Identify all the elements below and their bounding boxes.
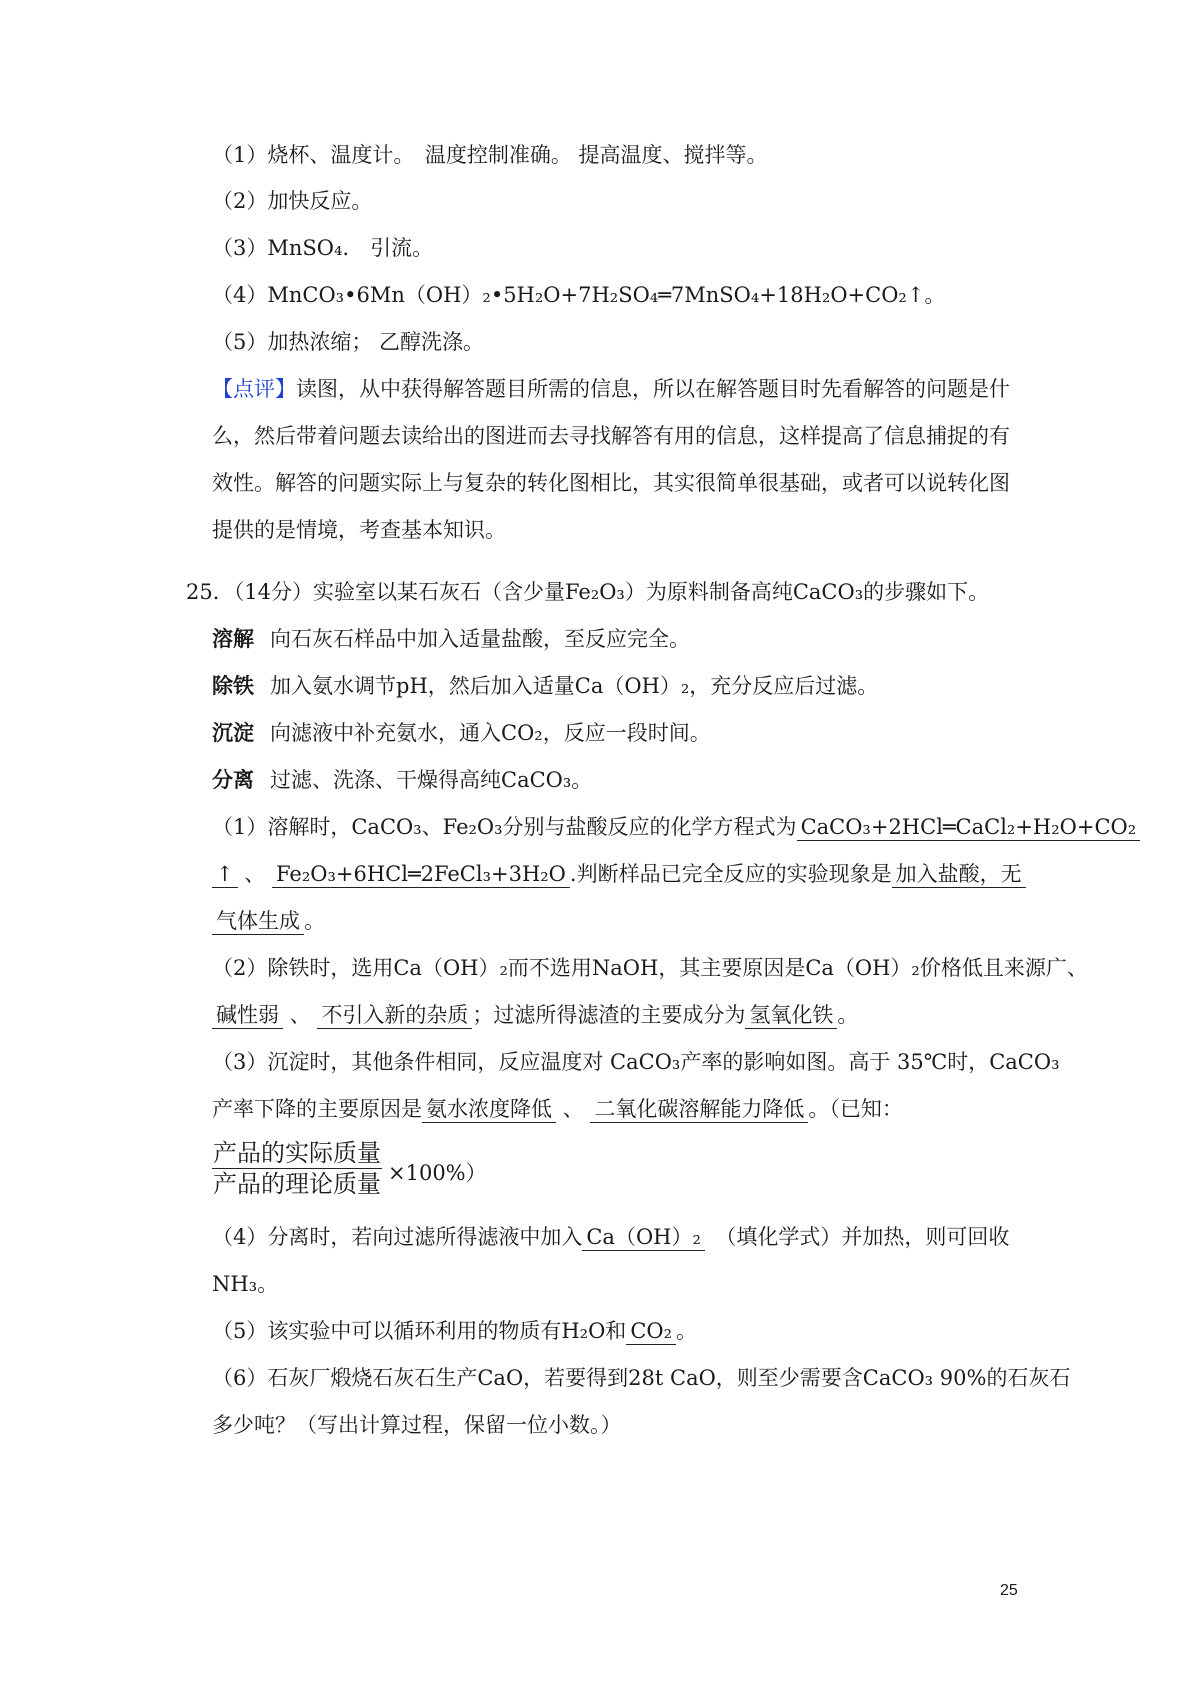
question-25-stem: 25．（14分）实验室以某石灰石（含少量Fe₂O₃）为原料制备高纯CaCO₃的步骤如下。: [186, 580, 990, 604]
fraction-tail: ×100%）: [388, 1161, 487, 1185]
part-1-answer-1b: ↑: [212, 862, 238, 888]
part-3-prompt: 产率下降的主要原因是: [212, 1097, 422, 1121]
part-4-line-2: NH₃。: [212, 1272, 279, 1296]
step-keyword: 分离: [212, 768, 254, 792]
part-1-line-3: [212, 906, 325, 936]
step-keyword: 除铁: [212, 674, 254, 698]
answer-line-2: （2）加快反应。: [212, 189, 373, 213]
part-1-mid: .判断样品已完全反应的实验现象是: [569, 862, 892, 886]
part-2-line-2: [212, 1000, 858, 1030]
fraction-denominator: 产品的理论质量: [213, 1170, 381, 1198]
step-text: 过滤、洗涤、干燥得高纯CaCO₃。: [270, 768, 593, 792]
step-text: 向滤液中补充氨水，通入CO₂，反应一段时间。: [270, 721, 711, 745]
part-4-post: （填化学式）并加热，则可回收: [725, 1225, 1010, 1249]
answer-line-3: （3）MnSO₄. 引流。: [212, 236, 434, 260]
part-1-answer-3b: 气体生成: [212, 909, 304, 935]
part-1-answer-2: Fe₂O₃+6HCl═2FeCl₃+3H₂O: [272, 862, 570, 888]
comment-line-1: [212, 374, 1010, 404]
comment-line-4: 提供的是情境，考查基本知识。: [212, 518, 506, 542]
step-text: 加入氨水调节pH，然后加入适量Ca（OH）₂，充分反应后过滤。: [270, 674, 879, 698]
comment-tag: 【点评】: [212, 377, 296, 401]
part-5-end: 。: [676, 1319, 698, 1343]
part-5-answer: CO₂: [626, 1319, 676, 1345]
comment-line-2: 么，然后带着问题去读给出的图进而去寻找解答有用的信息，这样提高了信息捕捉的有: [212, 424, 1010, 448]
step-keyword: 沉淀: [212, 721, 254, 745]
part-1-end: 。: [304, 909, 325, 933]
answer-line-4: （4）MnCO₃•6Mn（OH）₂•5H₂O+7H₂SO₄═7MnSO₄+18H₂O+CO₂↑。: [212, 283, 946, 307]
answer-line-1: （1）烧杯、温度计。 温度控制准确。 提高温度、搅拌等。: [212, 143, 768, 167]
step-dissolve: [212, 624, 690, 654]
part-4-line-1: [212, 1222, 1009, 1252]
part-2-line-1: （2）除铁时，选用Ca（OH）₂而不选用NaOH，其主要原因是Ca（OH）₂价格低且来源广、: [212, 956, 1088, 980]
part-3-answer-1: 氨水浓度降低: [422, 1097, 556, 1123]
answer-line-5: （5）加热浓缩； 乙醇洗涤。: [212, 330, 485, 354]
part-4-prompt: （4）分离时，若向过滤所得滤液中加入: [212, 1225, 583, 1249]
part-5-prompt: （5）该实验中可以循环利用的物质有H₂O和: [212, 1319, 627, 1343]
part-3-line-2: [212, 1094, 903, 1124]
part-1-line-1: [212, 812, 1140, 842]
yield-fraction: [212, 1138, 382, 1199]
comment-text-1: 读图，从中获得解答题目所需的信息，所以在解答题目时先看解答的问题是什: [296, 377, 1010, 401]
fraction-numerator: 产品的实际质量: [213, 1139, 381, 1167]
separator: 、: [562, 1097, 584, 1121]
part-4-answer: Ca（OH）₂: [582, 1225, 705, 1251]
part-2-mid: ；过滤所得滤渣的主要成分为: [472, 1003, 746, 1027]
part-2-answer-2: 不引入新的杂质: [317, 1003, 472, 1029]
part-2-answer-1: 碱性弱: [212, 1003, 283, 1029]
step-keyword: 溶解: [212, 627, 254, 651]
part-1-answer-3a: 加入盐酸，无: [892, 862, 1026, 888]
part-3-answer-2: 二氧化碳溶解能力降低: [590, 1097, 808, 1123]
part-2-answer-3: 氢氧化铁: [745, 1003, 837, 1029]
comment-line-3: 效性。解答的问题实际上与复杂的转化图相比，其实很简单很基础，或者可以说转化图: [212, 471, 1010, 495]
separator: 、: [289, 1003, 311, 1027]
part-6-line-2: 多少吨？（写出计算过程，保留一位小数。）: [212, 1413, 622, 1437]
part-3-line-1: （3）沉淀时，其他条件相同，反应温度对 CaCO₃产率的影响如图。高于 35℃时，CaCO₃: [212, 1050, 1060, 1074]
step-text: 向石灰石样品中加入适量盐酸，至反应完全。: [270, 627, 690, 651]
part-3-note: 。（已知：: [808, 1097, 903, 1121]
part-1-line-2: [212, 859, 1026, 889]
part-2-end: 。: [837, 1003, 859, 1027]
part-5-line: [212, 1316, 697, 1346]
part-1-answer-1a: CaCO₃+2HCl═CaCl₂+H₂O+CO₂: [797, 815, 1141, 841]
part-6-line-1: （6）石灰厂煅烧石灰石生产CaO，若要得到28t CaO，则至少需要含CaCO₃ 90%的石灰石: [212, 1366, 1071, 1390]
step-precipitate: [212, 718, 711, 748]
part-1-prompt: （1）溶解时，CaCO₃、Fe₂O₃分别与盐酸反应的化学方程式为: [212, 815, 797, 839]
step-separate: [212, 765, 592, 795]
page-number: 25: [1000, 1582, 1018, 1599]
separator: 、: [244, 862, 266, 886]
step-remove-iron: [212, 671, 878, 701]
